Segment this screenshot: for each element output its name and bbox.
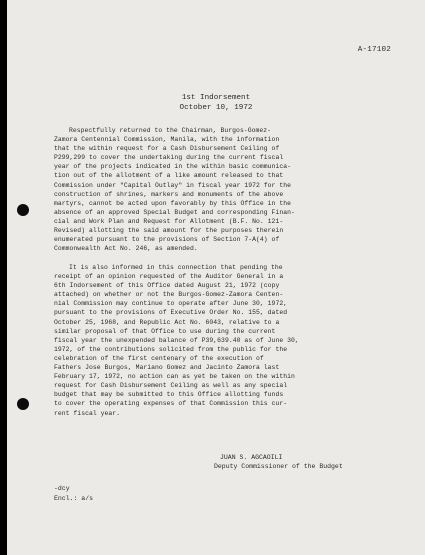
paragraph-line: rent fiscal year.	[54, 409, 121, 417]
reference-number: A-17102	[357, 46, 391, 54]
paragraph-line: that the within request for a Cash Disbursement Ceiling of	[54, 145, 280, 153]
paragraph-line: Commission under "Capital Outlay" in fiscal year 1972 for the	[54, 181, 291, 189]
indorsement-date: October 10, 1972	[179, 104, 253, 112]
paragraph-line: pursuant to the provisions of Executive Order No. 155, dated	[54, 309, 288, 317]
paragraph-line: enumerated pursuant to the provisions of Section 7-A(4) of	[54, 236, 280, 244]
paragraph-line: to cover the operating expenses of that Commission this cur-	[54, 400, 288, 408]
paragraph-line: Revised) allotting the said amount for the purposes therein	[54, 227, 284, 235]
paragraph-line: Respectfully returned to the Chairman, Burgos-Gomez-	[69, 127, 272, 134]
document-page	[7, 0, 425, 555]
paragraph-line: fiscal year the unexpended balance of P39,639.40 as of June 30,	[54, 336, 299, 344]
paragraph-line: February 17, 1972, no action can as yet be taken on the within	[54, 373, 295, 381]
paragraph-line: absence of an approved Special Budget and corresponding Finan-	[54, 208, 295, 216]
paragraph-line: Fathers Jose Burgos, Mariano Gomez and Jacinto Zamora last	[54, 364, 280, 372]
signatory-title: Deputy Commissioner of the Budget	[214, 463, 343, 471]
paragraph-line: martyrs, cannot be acted upon favorably by this Office in the	[54, 199, 291, 207]
indorsement-heading	[7, 93, 425, 113]
paragraph-line: nial Commission may continue to operate after June 30, 1972,	[54, 300, 288, 308]
paragraph-line: October 25, 1968, and Republic Act No. 6043, relative to a	[54, 318, 280, 326]
body-paragraph-2	[54, 263, 400, 418]
paragraph-line: request for Cash Disbursement Ceiling as well as any special	[54, 382, 288, 390]
punch-hole	[17, 398, 29, 410]
signatory-name: JUAN S. AGCAOILI	[220, 454, 283, 461]
paragraph-line: 6th Indorsement of this Office dated August 21, 1972 (copy	[54, 282, 280, 290]
enclosure-note: Encl.: a/s	[54, 495, 94, 502]
paragraph-line: budget that may be submitted to this Office allotting funds	[54, 391, 284, 399]
paragraph-line: receipt of an opinion requested of the Auditor General in a	[54, 273, 284, 281]
document-footer	[54, 484, 93, 504]
paragraph-line: 1972, of the contributions solicited from the public for the	[54, 345, 288, 353]
paragraph-line: Zamora Centennial Commission, Manila, with the information	[54, 136, 280, 144]
paragraph-line: attached) on whether or not the Burgos-Gomez-Zamora Centen-	[54, 291, 284, 299]
punch-hole	[17, 204, 29, 216]
paragraph-line: cial and Work Plan and Request for Allotment (B.F. No. 121-	[54, 217, 284, 225]
typist-initials: -dcy	[54, 485, 70, 492]
indorsement-title: 1st Indorsement	[181, 94, 251, 102]
paragraph-line: similar proposal of that Office to use during the current	[54, 327, 276, 335]
paragraph-line: P299,299 to cover the undertaking during the current fiscal	[54, 154, 284, 162]
paragraph-line: construction of shrines, markers and monuments of the above	[54, 190, 284, 198]
paragraph-line: Commonwealth Act No. 246, as amended.	[54, 245, 198, 253]
paragraph-line: tion out of the allotment of a like amount released to that	[54, 172, 284, 180]
signature-block	[214, 453, 343, 472]
body-paragraph-1	[54, 126, 400, 253]
paragraph-line: year of the projects indicated in the within basic communica-	[54, 163, 291, 171]
paragraph-line: celebration of the first centenary of the execution of	[54, 354, 264, 362]
paragraph-line: It is also informed in this connection that pending the	[69, 264, 283, 271]
